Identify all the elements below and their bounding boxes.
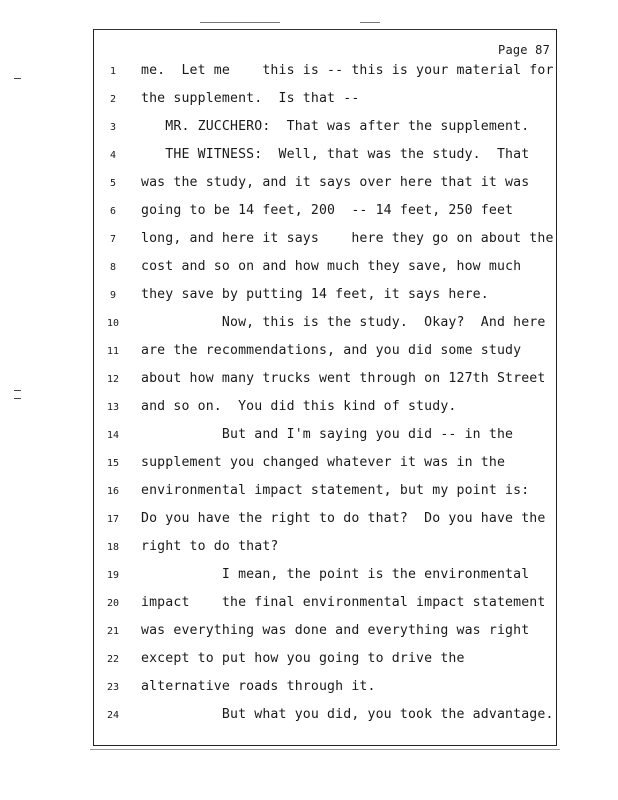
transcript-line (94, 399, 558, 427)
transcript-line (94, 287, 558, 315)
line-text: was everything was done and everything was right (141, 623, 530, 638)
line-number: 3 (109, 122, 117, 133)
scan-edge-bottom (90, 749, 560, 750)
transcript-line (94, 567, 558, 595)
line-text: long, and here it says here they go on about the (141, 231, 554, 246)
line-text: Do you have the right to do that? Do you have the (141, 511, 546, 526)
line-number: 22 (106, 654, 120, 665)
line-text: the supplement. Is that -- (141, 91, 360, 106)
scan-edge-top (360, 22, 380, 23)
line-text: going to be 14 feet, 200 -- 14 feet, 250 feet (141, 203, 514, 218)
line-text: But what you did, you took the advantage. (141, 707, 554, 722)
line-number: 4 (109, 150, 117, 161)
line-text: except to put how you going to drive the (141, 651, 465, 666)
transcript-line (94, 707, 558, 735)
transcript-line (94, 623, 558, 651)
line-text: MR. ZUCCHERO: That was after the supplement. (141, 119, 530, 134)
line-number: 19 (106, 570, 120, 581)
transcript-line (94, 119, 558, 147)
line-number: 16 (106, 486, 120, 497)
line-text: Now, this is the study. Okay? And here (141, 315, 546, 330)
line-text: I mean, the point is the environmental (141, 567, 530, 582)
line-text: about how many trucks went through on 127th Street (141, 371, 546, 386)
line-number: 18 (106, 542, 120, 553)
transcript-line (94, 539, 558, 567)
hole-punch-mark (14, 78, 21, 79)
hole-punch-mark (14, 390, 21, 391)
scan-edge-top (200, 22, 280, 23)
transcript-line (94, 371, 558, 399)
transcript-line (94, 427, 558, 455)
hole-punch-mark (14, 398, 21, 399)
transcript-line (94, 231, 558, 259)
line-number: 20 (106, 598, 120, 609)
line-number: 14 (106, 430, 120, 441)
line-text: they save by putting 14 feet, it says here. (141, 287, 489, 302)
line-text: was the study, and it says over here that it was (141, 175, 530, 190)
line-text: THE WITNESS: Well, that was the study. That (141, 147, 530, 162)
line-number: 7 (109, 234, 117, 245)
line-text: and so on. You did this kind of study. (141, 399, 457, 414)
transcript-line (94, 259, 558, 287)
transcript-line (94, 679, 558, 707)
page-number: Page 87 (498, 43, 550, 57)
line-number: 5 (109, 178, 117, 189)
transcript-page (93, 29, 557, 746)
line-number: 13 (106, 402, 120, 413)
line-number: 11 (106, 346, 120, 357)
transcript-line (94, 203, 558, 231)
line-text: But and I'm saying you did -- in the (141, 427, 514, 442)
transcript-line (94, 595, 558, 623)
line-text: cost and so on and how much they save, how much (141, 259, 522, 274)
line-text: supplement you changed whatever it was in the (141, 455, 506, 470)
line-number: 15 (106, 458, 120, 469)
transcript-line (94, 651, 558, 679)
line-number: 23 (106, 682, 120, 693)
transcript-line (94, 91, 558, 119)
line-text: are the recommendations, and you did some study (141, 343, 522, 358)
line-number: 17 (106, 514, 120, 525)
transcript-line (94, 483, 558, 511)
line-number: 2 (109, 94, 117, 105)
line-text: environmental impact statement, but my point is: (141, 483, 530, 498)
line-number: 24 (106, 710, 120, 721)
transcript-line (94, 455, 558, 483)
line-number: 12 (106, 374, 120, 385)
transcript-line (94, 315, 558, 343)
line-number: 9 (109, 290, 117, 301)
line-text: right to do that? (141, 539, 279, 554)
line-number: 8 (109, 262, 117, 273)
transcript-line (94, 175, 558, 203)
line-text: impact the final environmental impact statement (141, 595, 546, 610)
line-number: 10 (106, 318, 120, 329)
line-number: 6 (109, 206, 117, 217)
transcript-line (94, 63, 558, 91)
transcript-line (94, 343, 558, 371)
line-text: me. Let me this is -- this is your material for (141, 63, 554, 78)
transcript-line (94, 511, 558, 539)
line-text: alternative roads through it. (141, 679, 376, 694)
line-number: 1 (109, 66, 117, 77)
line-number: 21 (106, 626, 120, 637)
transcript-line (94, 147, 558, 175)
